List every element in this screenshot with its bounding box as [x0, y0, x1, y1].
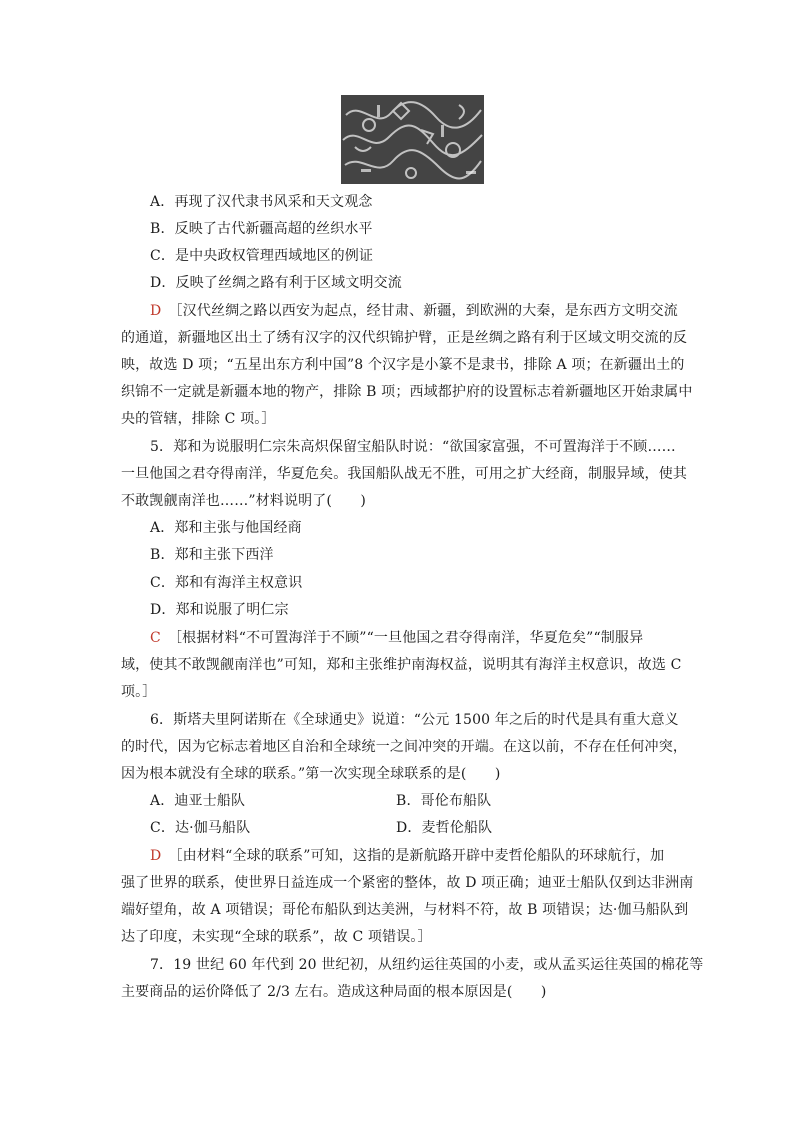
- brocade-armband-image: [341, 95, 484, 184]
- q6-answer: D: [150, 848, 162, 864]
- q4-option-a: A．再现了汉代隶书风采和天文观念: [150, 194, 373, 210]
- q5-option-a: A．郑和主张与他国经商: [150, 520, 302, 536]
- q4-explanation-line-1: D ［汉代丝绸之路以西安为起点，经甘肃、新疆，到欧洲的大秦，是东西方文明交流: [150, 303, 678, 319]
- q5-explanation-line-3: 项。］: [121, 684, 157, 700]
- q4-explanation-line-5: 央的管辖，排除 C 项。］: [121, 411, 276, 427]
- q4-answer: D: [150, 303, 162, 319]
- q6-option-c: C．达·伽马船队: [150, 820, 251, 836]
- q4-option-c: C．是中央政权管理西域地区的例证: [150, 248, 374, 264]
- q5-option-d: D．郑和说服了明仁宗: [150, 602, 289, 618]
- q4-option-d: D．反映了丝绸之路有利于区域文明交流: [150, 275, 402, 291]
- q6-stem-line-3: 因为根本就没有全球的联系。”第一次实现全球联系的是( ): [121, 766, 501, 782]
- q4-option-b: B．反映了古代新疆高超的丝织水平: [150, 221, 373, 237]
- q4-explanation-line-3: 映，故选 D 项；“五星出东方利中国”8 个汉字是小篆不是隶书，排除 A 项；在新疆出土的: [121, 357, 685, 373]
- q5-stem-line-2: 一旦他国之君夺得南洋，华夏危矣。我国船队战无不胜，可用之扩大经商，制服异域，使其: [121, 466, 687, 482]
- q6-option-b: B．哥伦布船队: [396, 793, 492, 809]
- q7-stem-line-2: 主要商品的运价降低了 2/3 左右。造成这种局面的根本原因是( ): [121, 984, 547, 1000]
- q4-explanation-line-4: 织锦不一定就是新疆本地的物产，排除 B 项；西域都护府的设置标志着新疆地区开始隶属中: [121, 384, 693, 400]
- q6-explanation-line-3: 端好望角，故 A 项错误；哥伦布船队到达美洲，与材料不符，故 B 项错误；达·伽马船队到: [121, 902, 689, 918]
- q5-stem-line-3: 不敢觊觎南洋也……”材料说明了( ): [121, 493, 366, 509]
- q6-stem-line-1: 6．斯塔夫里阿诺斯在《全球通史》说道：“公元 1500 年之后的时代是具有重大意义: [150, 712, 679, 728]
- q5-option-b: B．郑和主张下西洋: [150, 547, 274, 563]
- q7-stem-line-1: 7．19 世纪 60 年代到 20 世纪初，从纽约运往英国的小麦，或从孟买运往英国的棉花等: [150, 957, 704, 973]
- q5-explanation-line-1: C ［根据材料“不可置海洋于不顾”“一旦他国之君夺得南洋，华夏危矣”“制服异: [150, 630, 644, 646]
- q5-answer: C: [150, 630, 161, 646]
- q5-option-c: C．郑和有海洋主权意识: [150, 575, 303, 591]
- q5-explanation-line-2: 域，使其不敢觊觎南洋也”可知，郑和主张维护南海权益，说明其有海洋主权意识，故选 C: [121, 657, 682, 673]
- q6-option-d: D．麦哲伦船队: [396, 820, 493, 836]
- q6-option-a: A．迪亚士船队: [150, 793, 246, 809]
- q6-explanation-line-4: 达了印度，未实现“全球的联系”，故 C 项错误。］: [121, 929, 432, 945]
- q4-explanation-line-2: 的通道，新疆地区出土了绣有汉字的汉代织锦护臂，正是丝绸之路有利于区域文明交流的反: [121, 330, 687, 346]
- q5-stem-line-1: 5．郑和为说服明仁宗朱高炽保留宝船队时说：“欲国家富强，不可置海洋于不顾……: [150, 439, 676, 455]
- q6-explanation-line-2: 强了世界的联系，使世界日益连成一个紧密的整体，故 D 项正确；迪亚士船队仅到达非洲南: [121, 875, 694, 891]
- q6-explanation-line-1: D ［由材料“全球的联系”可知，这指的是新航路开辟中麦哲伦船队的环球航行，加: [150, 848, 665, 864]
- q6-stem-line-2: 的时代，因为它标志着地区自治和全球统一之间冲突的开端。在这以前，不存在任何冲突，: [121, 739, 687, 755]
